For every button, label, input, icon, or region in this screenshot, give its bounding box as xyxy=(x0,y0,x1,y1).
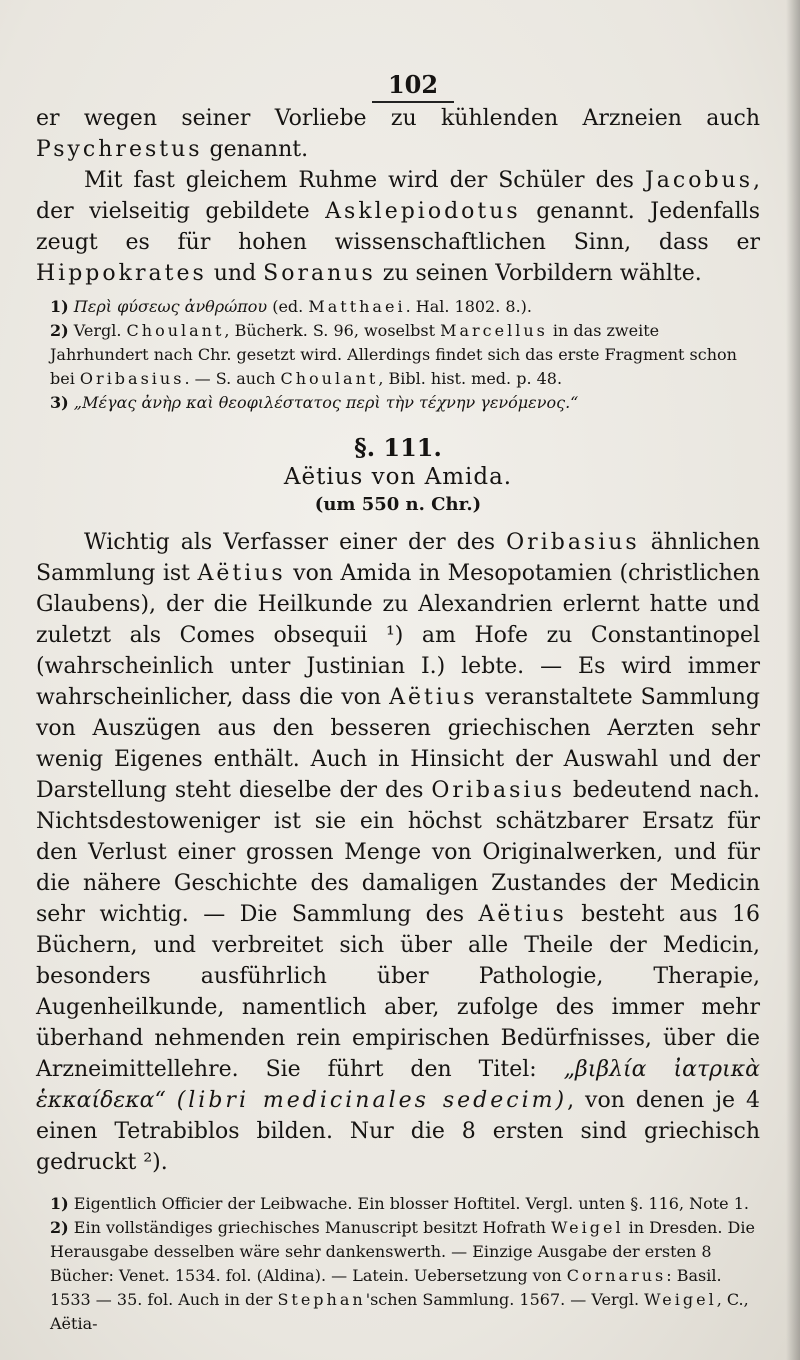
latin-title: (libri medicinales sedecim) xyxy=(176,1088,568,1113)
section-number: §. 111. xyxy=(354,433,442,462)
footnote-top-3: 3) „Μέγας ἀνὴρ καὶ θεοφιλέστατος περὶ τὴν τέχνην γενόμενος.“ xyxy=(50,393,579,412)
page-edge-shadow xyxy=(786,0,800,1360)
footnote-top-1: 1) Περὶ φύσεως ἀνθρώπου (ed. Matthaei. Hal. 1802. 8.). xyxy=(50,297,532,316)
footnote-top-2: 2) Vergl. Choulant, Bücherk. S. 96, woselbst Marcellus in das zweite Jahrhundert nach Chr. gesetzt wird. Allerdings findet sich das erste Fragment schon bei Oribasius. — S. auch Choulant, Bibl. hist. med. p. 48. xyxy=(50,321,737,388)
spacer xyxy=(36,1178,760,1192)
footnote-bottom-2: 2) Ein vollständiges griechisches Manuscript besitzt Hofrath Weigel in Dresden. Die Herausgabe desselben wäre sehr dankenswerth. — Einzige Ausgabe der ersten 8 Bücher: Venet. 1534. fol. (Aldina). — Latein. Uebersetzung von Cornarus: Basil. 1533 — 35. fol. Auch in der Stephan'schen Sammlung. 1567. — Vergl. Weigel, C., Aëtia- xyxy=(50,1218,755,1333)
name-hippokrates: Hippokrates xyxy=(36,261,207,286)
paragraph-psychrestus: er wegen seiner Vorliebe zu kühlenden Arzneien auch Psychrestus genannt. xyxy=(36,106,760,162)
name-asklepiodotus: Asklepiodotus xyxy=(325,199,521,224)
section-title: Aëtius von Amida. xyxy=(283,464,513,490)
paragraph-aetius: Wichtig als Verfasser einer der des Oribasius ähnlichen Sammlung ist Aëtius von Amida in Mesopotamien (christlichen Glaubens), der die Heilkunde zu Alexandrien erlernt hatte und zuletzt als Comes obsequii ¹) am Hofe zu Constantinopel (wahrscheinlich unter Justinian I.) lebte. — Es wird immer wahrscheinlicher, dass die von Aëtius veranstaltete Sammlung von Auszügen aus den besseren griechischen Aerzten sehr wenig Eigenes enthält. Auch in Hinsicht der Auswahl und der Darstellung steht dieselbe der des Oribasius bedeutend nach. Nichtsdestoweniger ist sie ein höchst schätzbarer Ersatz für den Verlust einer grossen Menge von Originalwerken, und für die nähere Geschichte des damaligen Zustandes der Medicin sehr wichtig. — Die Sammlung des Aëtius besteht aus 16 Büchern, und verbreitet sich über alle Theile der Medicin, besonders ausführlich über Pathologie, Therapie, Augenheilkunde, namentlich aber, zufolge des immer mehr überhand nehmenden rein empirischen Bedürfnisses, über die Arzneimittellehre. Sie führt den Titel: „βιβλία ἰατρικὰ ἑκκαίδεκα“ (libri medicinales sedecim), von denen je 4 einen Tetrabiblos bilden. Nur die 8 ersten sind griechisch gedruckt ²). xyxy=(36,530,760,1175)
page-number: 102 xyxy=(36,70,760,99)
name-soranus: Soranus xyxy=(263,261,376,286)
paragraph-asklepiodotus: Mit fast gleichem Ruhme wird der Schüler des Jacobus, der vielseitig gebildete Asklepiodotus genannt. Jedenfalls zeugt es für hohen wissenschaftlichen Sinn, dass er Hippokrates und Soranus zu seinen Vorbildern wählte. xyxy=(36,168,760,286)
footnote-bottom-1: 1) Eigentlich Officier der Leibwache. Ein blosser Hoftitel. Vergl. unten §. 116, Note 1. xyxy=(50,1194,749,1213)
name-psychrestus: Psychrestus xyxy=(36,137,203,162)
name-jacobus: Jacobus xyxy=(644,168,753,193)
section-date: (um 550 n. Chr.) xyxy=(314,494,482,515)
greek-title: „βιβλία ἰατρικὰ ἑκκαίδεκα“ xyxy=(36,1057,760,1113)
